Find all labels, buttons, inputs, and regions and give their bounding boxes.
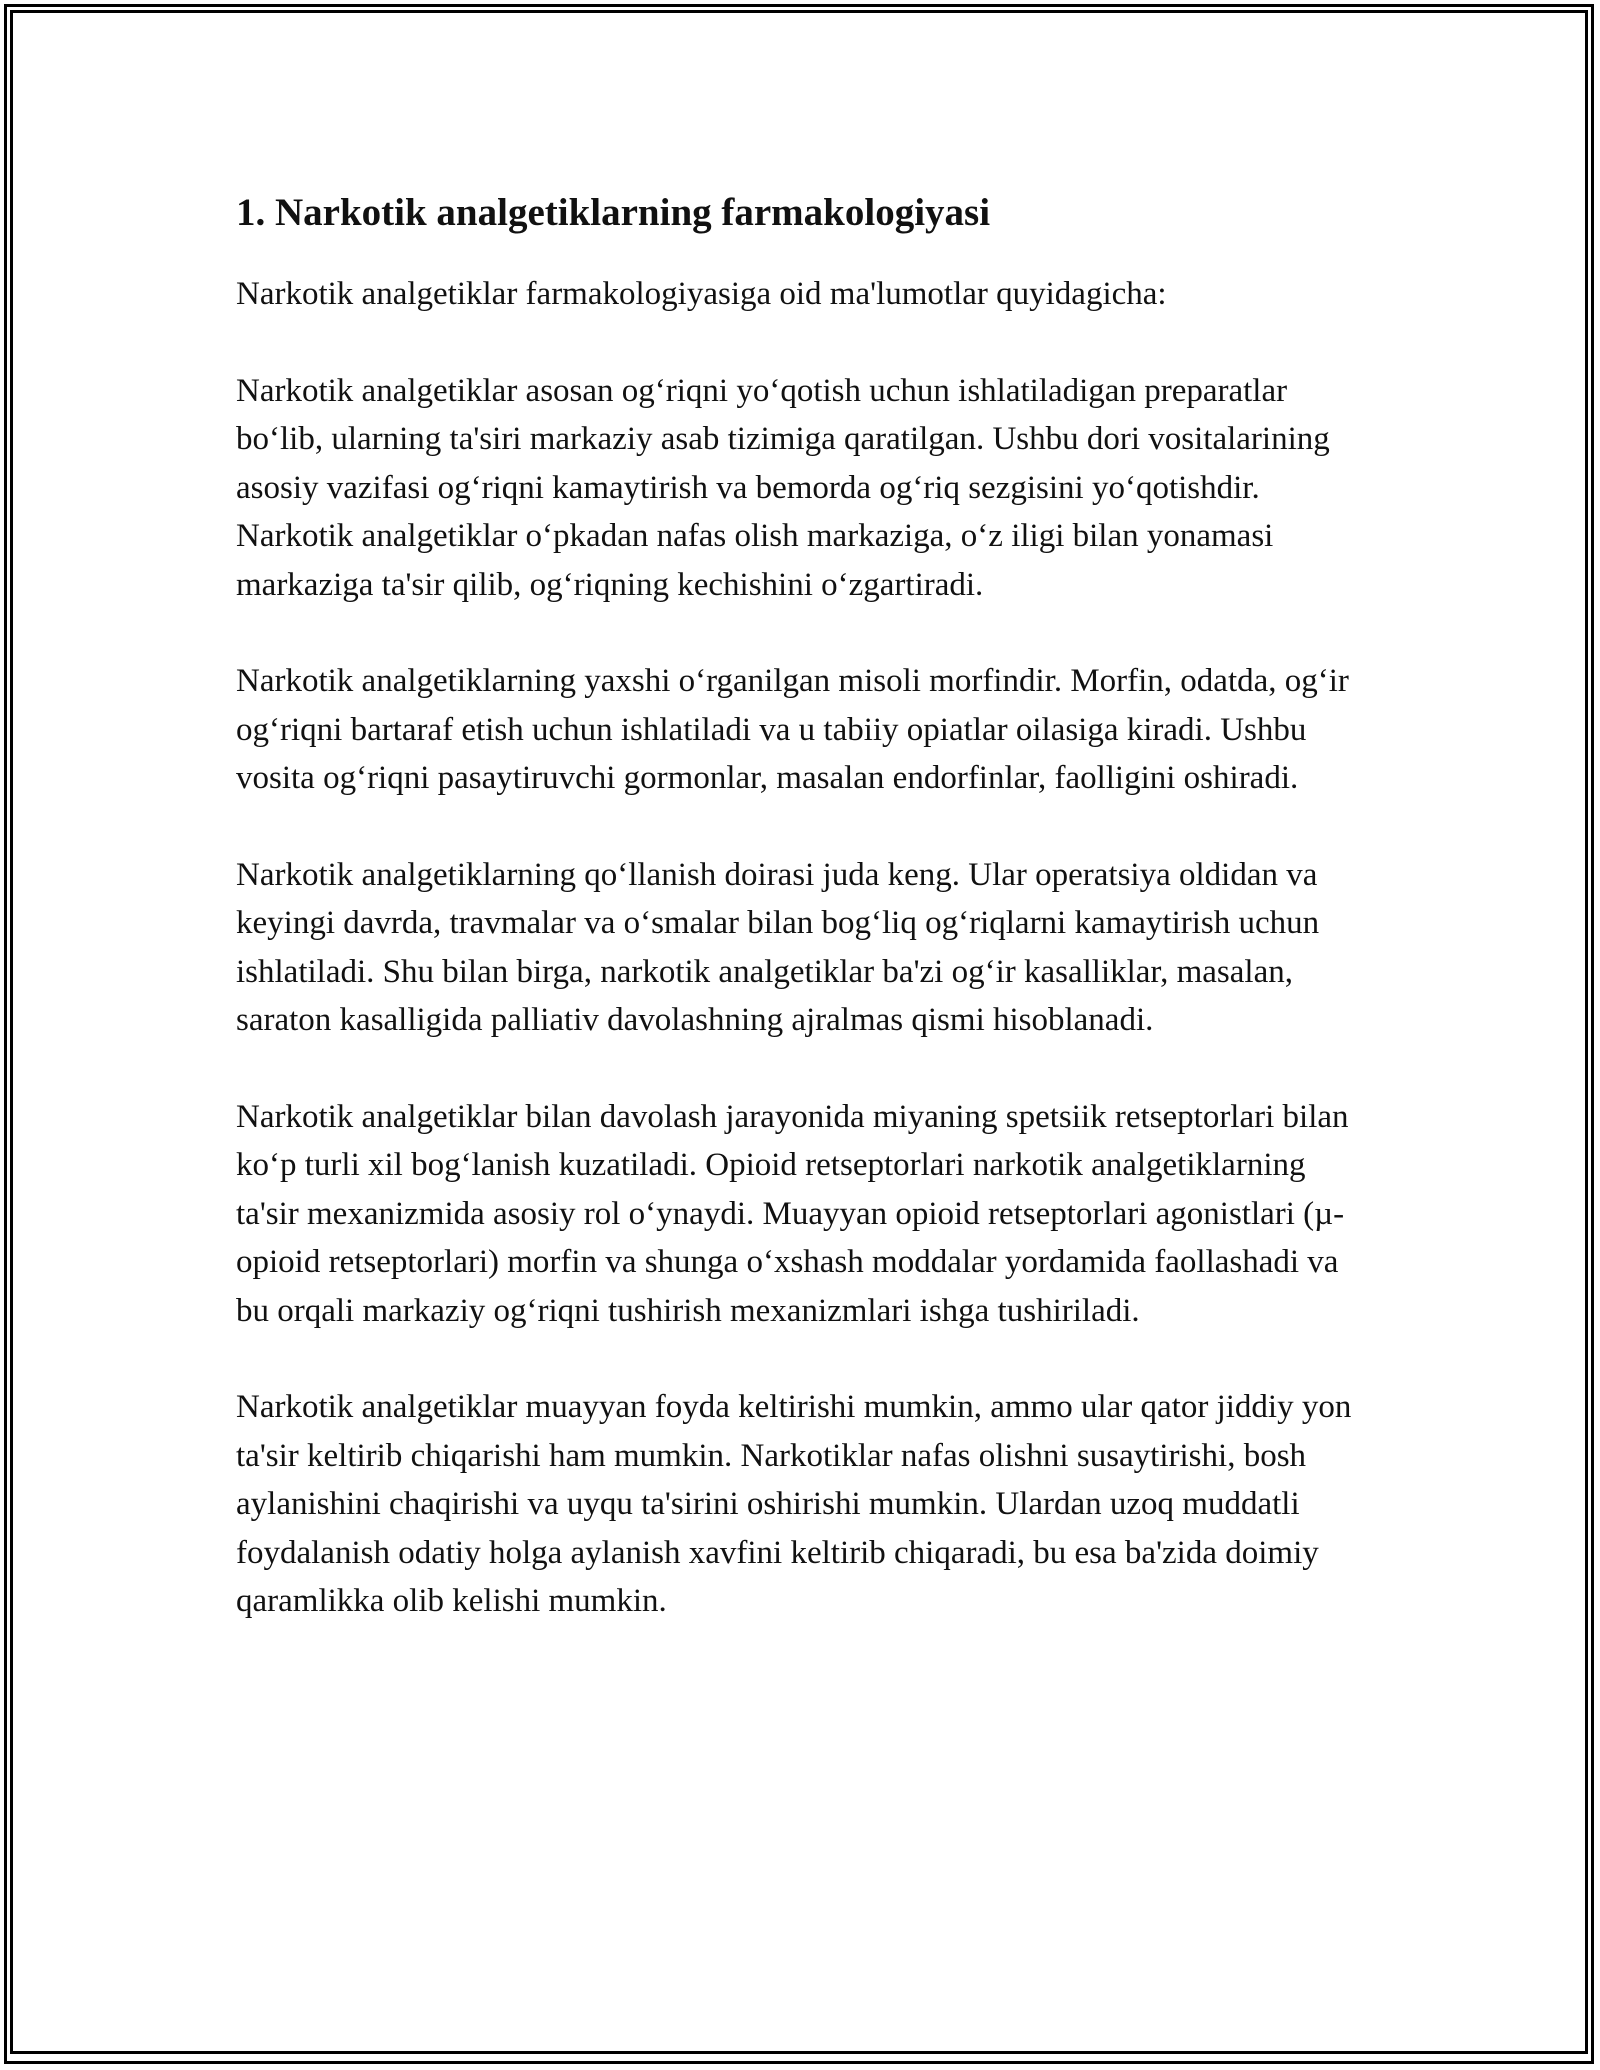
paragraph-usage: Narkotik analgetiklarning qo‘llanish doirasi juda keng. Ular operatsiya oldidan va keyingi davrda, travmalar va o‘smalar bilan bog‘liq og‘riqlarni kamaytirish uchun ishlatiladi. Shu bilan birga, narkotik analgetiklar ba'zi og‘ir kasalliklar, masalan, saraton kasalligida palliativ davolashning ajralmas qismi hisoblanadi. <box>236 856 1320 1038</box>
paragraph-morphine: Narkotik analgetiklarning yaxshi o‘rganilgan misoli morfindir. Morfin, odatda, og‘ir og‘riqni bartaraf etish uchun ishlatiladi va u tabiiy opiatlar oilasiga kiradi. Ushbu vosita og‘riqni pasaytiruvchi gormonlar, masalan endorfinlar, faolligini oshiradi. <box>236 663 1349 796</box>
paragraph-receptors: Narkotik analgetiklar bilan davolash jarayonida miyaning spetsiik retseptorlari bilan ko‘p turli xil bog‘lanish kuzatiladi. Opioid retseptorlari narkotik analgetiklarning ta'sir mexanizmida asosiy rol o‘ynaydi. Muayyan opioid retseptorlari agonistlari (µ-opioid retseptorlari) morfin va shunga o‘xshash moddalar yordamida faollashadi va bu orqali markaziy og‘riqni tushirish mexanizmlari ishga tushiriladi. <box>236 1098 1349 1329</box>
paragraph-side-effects: Narkotik analgetiklar muayyan foyda keltirishi mumkin, ammo ular qator jiddiy yon ta'sir keltirib chiqarishi ham mumkin. Narkotiklar nafas olishni susaytirishi, bosh aylanishini chaqirishi va uyqu ta'sirini oshirishi mumkin. Ulardan uzoq muddatli foydalanish odatiy holga aylanish xavfini keltirib chiqaradi, bu esa ba'zida doimiy qaramlikka olib kelishi mumkin. <box>236 1389 1352 1619</box>
intro-paragraph: Narkotik analgetiklar farmakologiyasiga oid ma'lumotlar quyidagicha: <box>236 276 1167 312</box>
document-body <box>236 186 1376 1674</box>
page-title: 1. Narkotik analgetiklarning farmakologiyasi <box>236 191 991 234</box>
paragraph-definition: Narkotik analgetiklar asosan og‘riqni yo‘qotish uchun ishlatiladigan preparatlar bo‘lib, ularning ta'siri markaziy asab tizimiga qaratilgan. Ushbu dori vositalarining asosiy vazifasi og‘riqni kamaytirish va bemorda og‘riq sezgisini yo‘qotishdir. Narkotik analgetiklar o‘pkadan nafas olish markaziga, o‘z iligi bilan yonamasi markaziga ta'sir qilib, og‘riqning kechishini o‘zgartiradi. <box>236 372 1330 603</box>
